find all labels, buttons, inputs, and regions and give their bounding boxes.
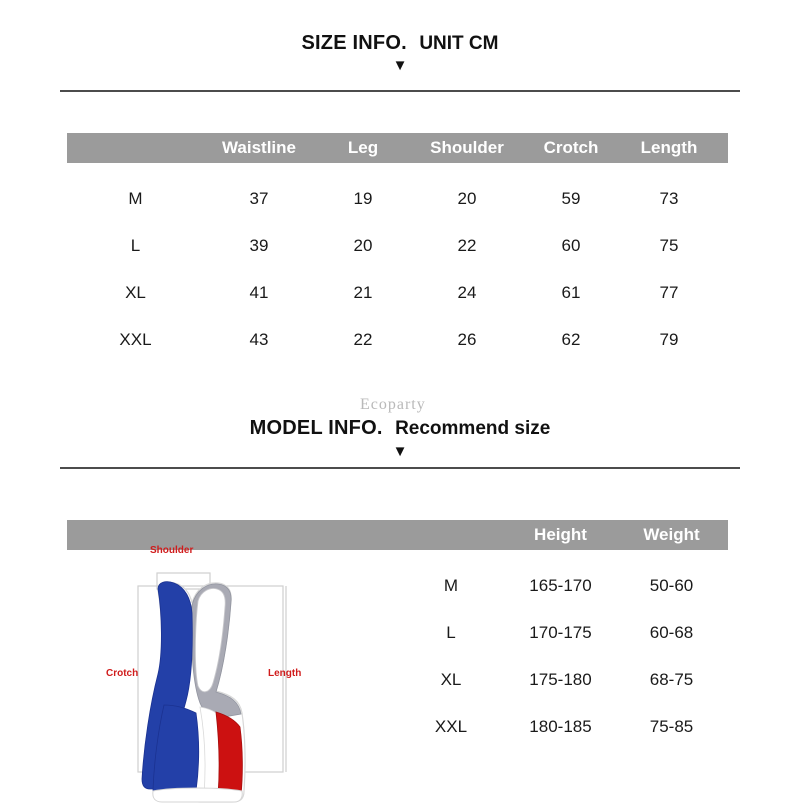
- size-chart-cell-leg: 21: [353, 282, 373, 302]
- table-row: [67, 269, 728, 316]
- size-chart-header-crotch: Crotch: [543, 138, 599, 157]
- model-chart-cell-height: 175-180: [529, 669, 592, 689]
- size-chart-cell-crotch: 59: [561, 188, 581, 208]
- size-chart-cell-leg: 20: [353, 235, 373, 255]
- model-info-subtitle: Recommend size: [395, 418, 551, 439]
- size-chart-cell-waistline: 43: [249, 329, 269, 349]
- size-chart-cell-size: XL: [125, 282, 146, 302]
- model-chart-cell-weight: 50-60: [649, 575, 694, 595]
- model-chart-cell-height: 170-175: [529, 622, 592, 642]
- size-info-heading: [0, 32, 800, 55]
- model-chart-header-weight: Weight: [643, 525, 700, 544]
- model-info-heading: [0, 417, 800, 440]
- model-chart-cell-size: XL: [440, 669, 462, 689]
- shoulder-label: Shoulder: [150, 545, 194, 556]
- garment-illustration: [106, 545, 318, 806]
- crotch-label: Crotch: [106, 668, 139, 679]
- size-chart-cell-length: 77: [659, 282, 679, 302]
- model-chart-cell-weight: 68-75: [649, 669, 694, 689]
- model-chart-cell-height: 180-185: [529, 716, 592, 736]
- model-chart-cell-size: XXL: [434, 716, 468, 736]
- size-info-title: SIZE INFO.: [301, 32, 407, 54]
- size-chart-cell-leg: 19: [353, 188, 373, 208]
- model-chart-cell-height: 165-170: [529, 575, 592, 595]
- size-info-unit: UNIT CM: [419, 33, 499, 54]
- size-chart-cell-shoulder: 24: [457, 282, 477, 302]
- size-chart-header-leg: Leg: [347, 138, 379, 157]
- size-chart-table: [67, 133, 728, 363]
- model-info-caret-icon: ▼: [392, 443, 408, 460]
- size-chart-cell-crotch: 62: [561, 329, 581, 349]
- model-chart-cell-size: M: [443, 575, 459, 595]
- size-info-caret-icon: ▼: [392, 57, 408, 74]
- size-chart-cell-size: XXL: [119, 329, 152, 349]
- model-chart-header-height: Height: [534, 525, 587, 544]
- divider-bottom: [60, 467, 740, 469]
- size-chart-header-length: Length: [640, 138, 698, 157]
- size-chart-header-shoulder: Shoulder: [430, 138, 504, 157]
- garment-hem-band: [153, 788, 242, 802]
- garment-strap-opening: [195, 589, 225, 692]
- model-chart-cell-weight: 75-85: [649, 716, 694, 736]
- model-info-title: MODEL INFO.: [249, 417, 383, 439]
- size-chart-cell-waistline: 41: [249, 282, 269, 302]
- size-chart-cell-crotch: 61: [561, 282, 581, 302]
- table-row: [67, 222, 728, 269]
- size-chart-cell-size: L: [130, 235, 141, 255]
- size-chart-cell-size: M: [128, 188, 143, 208]
- size-chart-cell-crotch: 60: [561, 235, 581, 255]
- size-chart-cell-shoulder: 26: [457, 329, 477, 349]
- divider-top: [60, 90, 740, 92]
- size-chart-cell-length: 75: [659, 235, 679, 255]
- size-chart-cell-leg: 22: [353, 329, 373, 349]
- size-chart-cell-length: 79: [659, 329, 679, 349]
- model-chart-cell-size: L: [446, 622, 456, 642]
- size-chart-cell-waistline: 39: [249, 235, 269, 255]
- size-chart-cell-waistline: 37: [249, 188, 269, 208]
- model-chart-cell-weight: 60-68: [649, 622, 694, 642]
- size-chart-header-waistline: Waistline: [222, 138, 296, 157]
- size-chart-cell-length: 73: [659, 188, 679, 208]
- size-chart-header-row: [67, 133, 728, 163]
- size-chart-cell-shoulder: 22: [457, 235, 477, 255]
- garment-red-stripe: [216, 712, 242, 795]
- size-chart-cell-shoulder: 20: [457, 188, 477, 208]
- table-row: [67, 316, 728, 363]
- length-label: Length: [268, 668, 302, 679]
- table-row: [67, 175, 728, 222]
- watermark-text: Ecoparty: [360, 396, 426, 413]
